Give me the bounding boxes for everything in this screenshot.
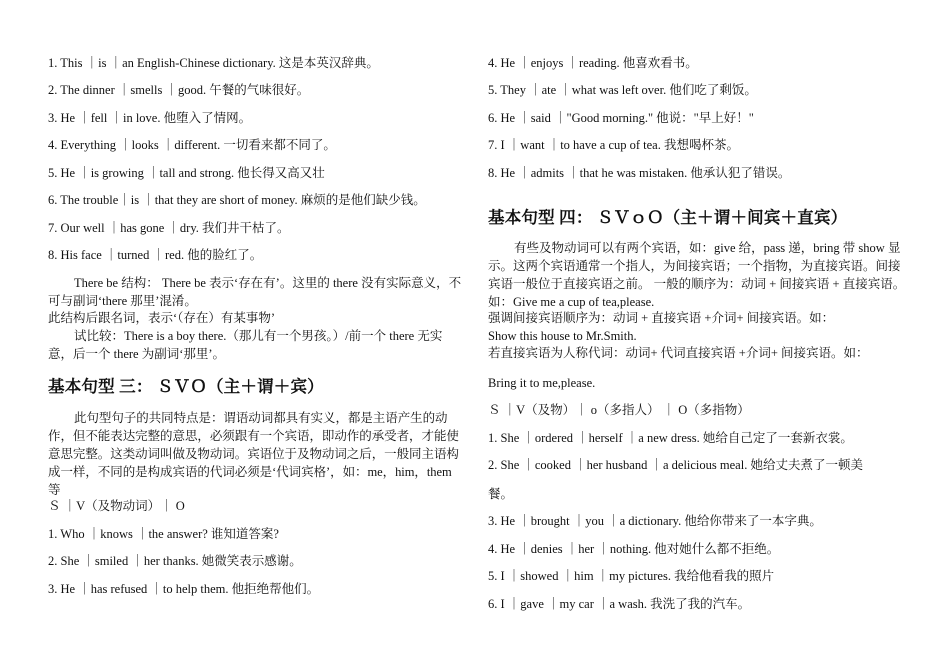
svc-example-2: 2. The dinner ｜smells ｜good. 午餐的气味很好。 — [48, 83, 310, 97]
svc-example-4: 4. Everything ｜looks ｜different. 一切看来都不同了。 — [48, 138, 336, 152]
svo-example-5: 5. They ｜ate ｜what was left over. 他们吃了剩饭。 — [488, 83, 757, 97]
svo-example-7: 7. I ｜want ｜to have a cup of tea. 我想喝杯茶。 — [488, 138, 739, 152]
svoo-example-2: 2. She ｜cooked ｜her husband ｜a delicious meal. 她给丈夫煮了一顿美 — [488, 458, 863, 472]
svo-example-6: 6. He ｜said ｜"Good morning." 他说："早上好！" — [488, 111, 754, 125]
svoo-emphasis-rule: 强调间接宾语顺序为：动词 + 直接宾语 +介词+ 间接宾语。如： — [488, 311, 835, 325]
there-be-explanation: There be 结构： There be 表示‘存在有’。这里的 there 没有实际意义，不可与副词‘there 那里’混淆。 — [48, 276, 462, 308]
svoo-example-4: 4. He ｜denies ｜her ｜nothing. 他对她什么都不拒绝。 — [488, 542, 780, 556]
svc-example-5: 5. He ｜is growing ｜tall and strong. 他长得又高又壮 — [48, 166, 325, 180]
svo-example-2: 2. She ｜smiled ｜her thanks. 她微笑表示感谢。 — [48, 554, 302, 568]
svoo-example-3: 3. He ｜brought ｜you ｜a dictionary. 他给你带来了一本字典。 — [488, 514, 822, 528]
svo-example-1: 1. Who ｜knows ｜the answer? 谁知道答案? — [48, 527, 279, 541]
svoo-example-6: 6. I ｜gave ｜my car ｜a wash. 我洗了我的汽车。 — [488, 597, 751, 611]
svc-example-3: 3. He ｜fell ｜in love. 他堕入了情网。 — [48, 111, 252, 125]
svo-explanation: 此句型句子的共同特点是：谓语动词都具有实义，都是主语产生的动作，但不能表达完整的意思，必须跟有一个宾语，即动作的承受者，才能使意思完整。这类动词叫做及物动词。宾语位于及物动词之后，一般同主语构成一样，不同的是构成宾语的代词必须是‘代词宾格’，如：me，him，them 等 — [48, 411, 459, 497]
heading-pattern-3: 基本句型 三： ＳＶＯ（主＋谓＋宾） — [48, 377, 324, 396]
svoo-example-5: 5. I ｜showed ｜him ｜my pictures. 我给他看我的照片 — [488, 569, 775, 583]
heading-pattern-4: 基本句型 四： ＳＶｏＯ（主＋谓＋间宾＋直宾） — [488, 208, 848, 227]
svoo-emphasis-example: Show this house to Mr.Smith. — [488, 329, 637, 343]
svc-example-6: 6. The trouble｜is ｜that they are short of money. 麻烦的是他们缺少钱。 — [48, 193, 426, 207]
there-be-note: 此结构后跟名词，表示‘（存在）有某事物’ — [48, 311, 276, 325]
svoo-pronoun-rule: 若直接宾语为人称代词：动词+ 代词直接宾语 +介词+ 间接宾语。如： — [488, 346, 869, 360]
svc-example-8: 8. His face ｜turned ｜red. 他的脸红了。 — [48, 248, 263, 262]
svoo-pattern: Ｓ ｜V（及物）｜ o（多指人） ｜ O（多指物） — [488, 403, 750, 417]
svo-example-8: 8. He ｜admits ｜that he was mistaken. 他承认犯了错误。 — [488, 166, 791, 180]
svo-example-3: 3. He ｜has refused ｜to help them. 他拒绝帮他们。 — [48, 582, 320, 596]
svo-pattern: Ｓ ｜V（及物动词）｜ O — [48, 499, 185, 513]
there-be-comparison: 试比较：There is a boy there.（那儿有一个男孩。）/前一个 there 无实意，后一个 there 为副词‘那里’。 — [48, 329, 443, 361]
svo-example-4: 4. He ｜enjoys ｜reading. 他喜欢看书。 — [488, 56, 698, 70]
svc-example-1: 1. This ｜is ｜an English-Chinese dictionary. 这是本英汉辞典。 — [48, 56, 379, 70]
svoo-explanation: 有些及物动词可以有两个宾语，如：give 给，pass 递，bring 带 show 显示。这两个宾语通常一个指人，为间接宾语；一个指物，为直接宾语。间接宾语一般位于直接宾语之前。 一般的顺序为：动词 + 间接宾语 + 直接宾语。如：Give me a cup of tea,please. — [488, 241, 906, 309]
svoo-pronoun-example: Bring it to me,please. — [488, 376, 596, 390]
svoo-example-1: 1. She ｜ordered ｜herself ｜a new dress. 她给自己定了一套新衣裳。 — [488, 431, 853, 445]
svc-example-7: 7. Our well ｜has gone ｜dry. 我们井干枯了。 — [48, 221, 290, 235]
svoo-example-2-cont: 餐。 — [488, 487, 514, 501]
